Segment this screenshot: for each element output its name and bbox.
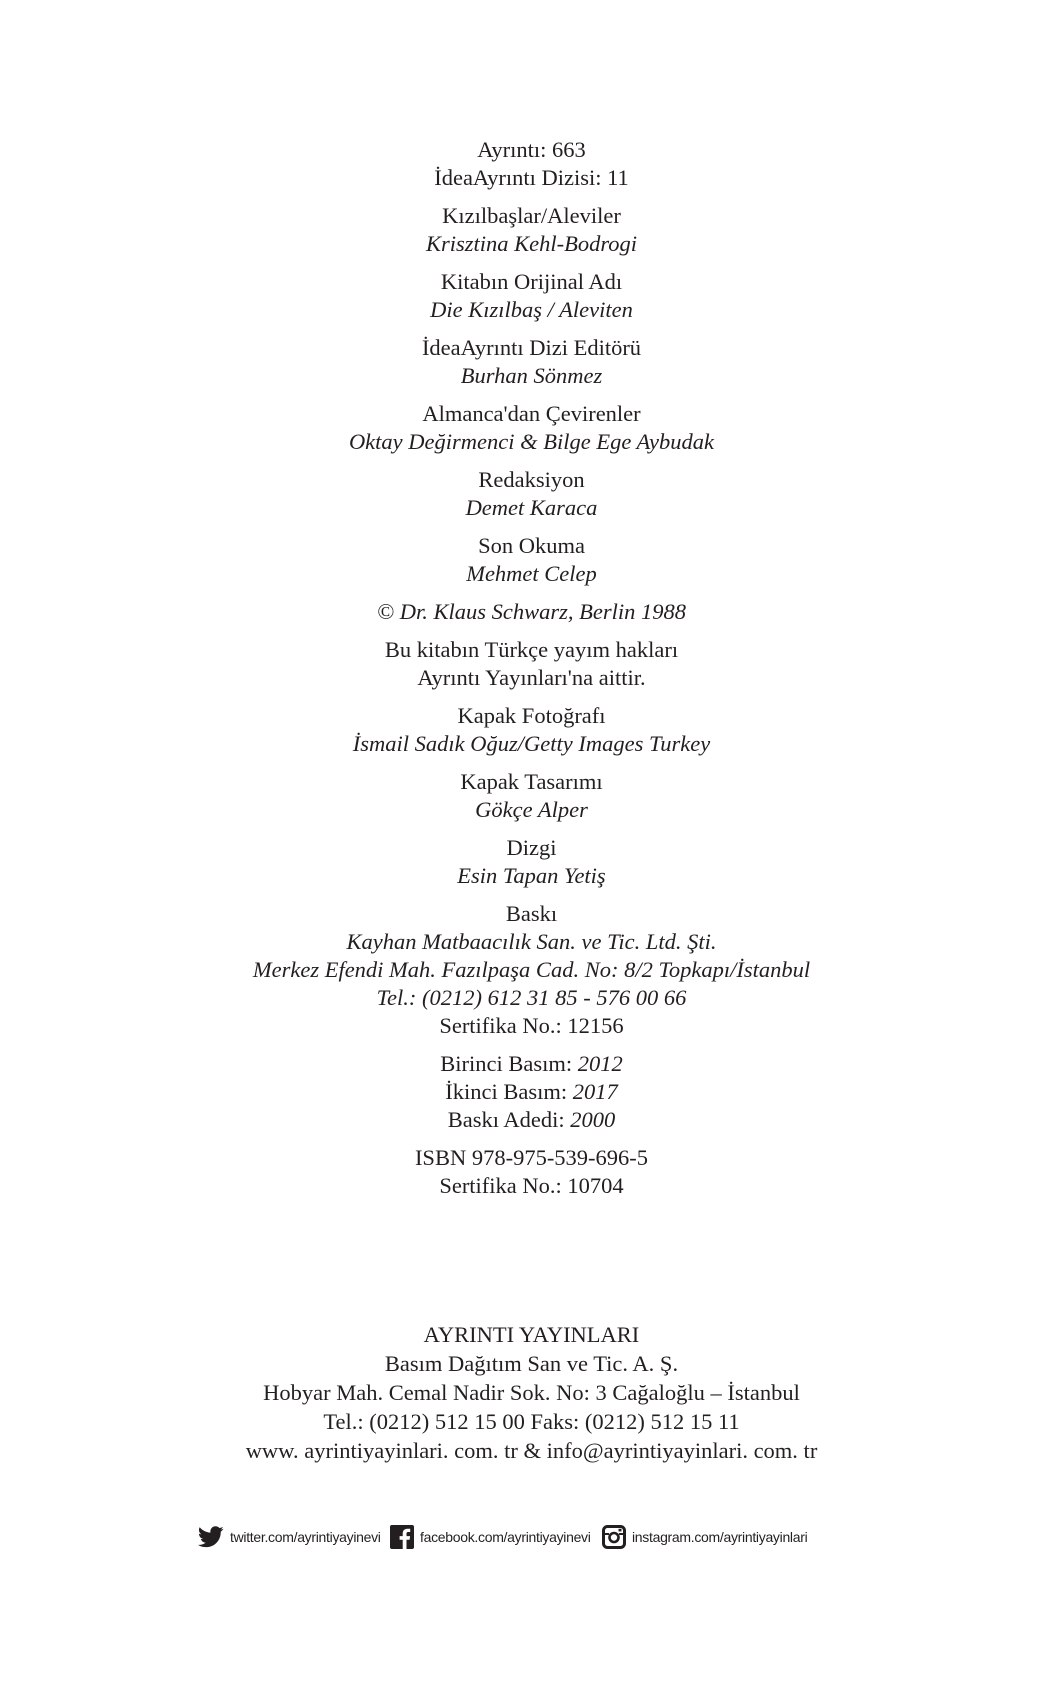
cover-design-block <box>0 768 1063 824</box>
series-editor: Burhan Sönmez <box>460 363 603 388</box>
print-run-value: 2000 <box>570 1107 616 1132</box>
facebook-handle: facebook.com/ayrintiyayinevi <box>420 1529 591 1545</box>
second-edition-label: İkinci Basım: <box>445 1079 568 1104</box>
first-edition <box>0 1050 1063 1078</box>
original-title: Die Kızılbaş / Aleviten <box>430 297 633 322</box>
rights-line-2: Ayrıntı Yayınları'na aittir. <box>417 665 646 690</box>
publisher-address: Hobyar Mah. Cemal Nadir Sok. No: 3 Cağaloğlu – İstanbul <box>263 1380 800 1405</box>
redaction-block <box>0 466 1063 522</box>
cover-photo-block <box>0 702 1063 758</box>
printer-certificate: Sertifika No.: 12156 <box>439 1013 624 1038</box>
printing-block <box>0 900 1063 1040</box>
redaction-label: Redaksiyon <box>478 467 585 492</box>
twitter-link[interactable] <box>198 1520 381 1554</box>
translators: Oktay Değirmenci & Bilge Ege Aybudak <box>348 429 715 454</box>
translators-label: Almanca'dan Çevirenler <box>422 401 641 426</box>
publisher-web-email: www. ayrintiyayinlari. com. tr & info@ayrintiyayinlari. com. tr <box>245 1438 818 1463</box>
print-run-label: Baskı Adedi: <box>447 1107 565 1132</box>
copyright: © Dr. Klaus Schwarz, Berlin 1988 <box>377 599 686 624</box>
proofreading-block <box>0 532 1063 588</box>
typesetting: Esin Tapan Yetiş <box>457 863 606 888</box>
book-author: Krisztina Kehl-Bodrogi <box>425 231 638 256</box>
twitter-icon <box>198 1526 230 1548</box>
publisher-name: AYRINTI YAYINLARI <box>423 1322 640 1347</box>
copyright-block <box>0 598 1063 626</box>
series-editor-block <box>0 334 1063 390</box>
first-edition-label: Birinci Basım: <box>440 1051 573 1076</box>
facebook-icon <box>390 1524 420 1550</box>
series-editor-label: İdeaAyrıntı Dizi Editörü <box>421 335 642 360</box>
isbn-block <box>0 1144 1063 1200</box>
print-run <box>0 1106 1063 1134</box>
twitter-handle: twitter.com/ayrintiyayinevi <box>230 1529 381 1545</box>
printer-phone: Tel.: (0212) 612 31 85 - 576 00 66 <box>376 985 687 1010</box>
original-title-label: Kitabın Orijinal Adı <box>440 269 623 294</box>
series-number: Ayrıntı: 663 <box>477 137 586 162</box>
printer-address: Merkez Efendi Mah. Fazılpaşa Cad. No: 8/2 Topkapı/İstanbul <box>252 957 811 982</box>
printer-name: Kayhan Matbaacılık San. ve Tic. Ltd. Şti. <box>346 929 717 954</box>
proofreading: Mehmet Celep <box>466 561 597 586</box>
original-title-block <box>0 268 1063 324</box>
publisher-company: Basım Dağıtım San ve Tic. A. Ş. <box>384 1351 679 1376</box>
typesetting-label: Dizgi <box>506 835 557 860</box>
series-sub-number: İdeaAyrıntı Dizisi: 11 <box>434 165 629 190</box>
cover-photo: İsmail Sadık Oğuz/Getty Images Turkey <box>352 731 711 756</box>
cover-photo-label: Kapak Fotoğrafı <box>457 703 606 728</box>
second-edition-year: 2017 <box>572 1079 618 1104</box>
isbn: ISBN 978-975-539-696-5 <box>414 1145 649 1170</box>
editions-block <box>0 1050 1063 1134</box>
book-title-block <box>0 202 1063 258</box>
instagram-handle: instagram.com/ayrintiyayinlari <box>632 1529 808 1545</box>
facebook-link[interactable] <box>390 1520 591 1554</box>
proofreading-label: Son Okuma <box>478 533 585 558</box>
cover-design-label: Kapak Tasarımı <box>460 769 603 794</box>
rights-block <box>0 636 1063 692</box>
redaction: Demet Karaca <box>465 495 598 520</box>
translators-block <box>0 400 1063 456</box>
rights-line-1: Bu kitabın Türkçe yayım hakları <box>384 637 679 662</box>
publisher-certificate: Sertifika No.: 10704 <box>439 1173 624 1198</box>
second-edition <box>0 1078 1063 1106</box>
instagram-link[interactable] <box>602 1520 807 1554</box>
series-info <box>0 136 1063 192</box>
first-edition-year: 2012 <box>577 1051 623 1076</box>
cover-design: Gökçe Alper <box>475 797 588 822</box>
book-title: Kızılbaşlar/Aleviler <box>442 203 621 228</box>
typesetting-block <box>0 834 1063 890</box>
publisher-info <box>0 1320 1063 1465</box>
social-links <box>198 1520 878 1554</box>
instagram-icon <box>602 1525 632 1549</box>
colophon <box>0 136 1063 1210</box>
printing-label: Baskı <box>505 901 558 926</box>
publisher-phone-fax: Tel.: (0212) 512 15 00 Faks: (0212) 512 15 11 <box>323 1409 740 1434</box>
